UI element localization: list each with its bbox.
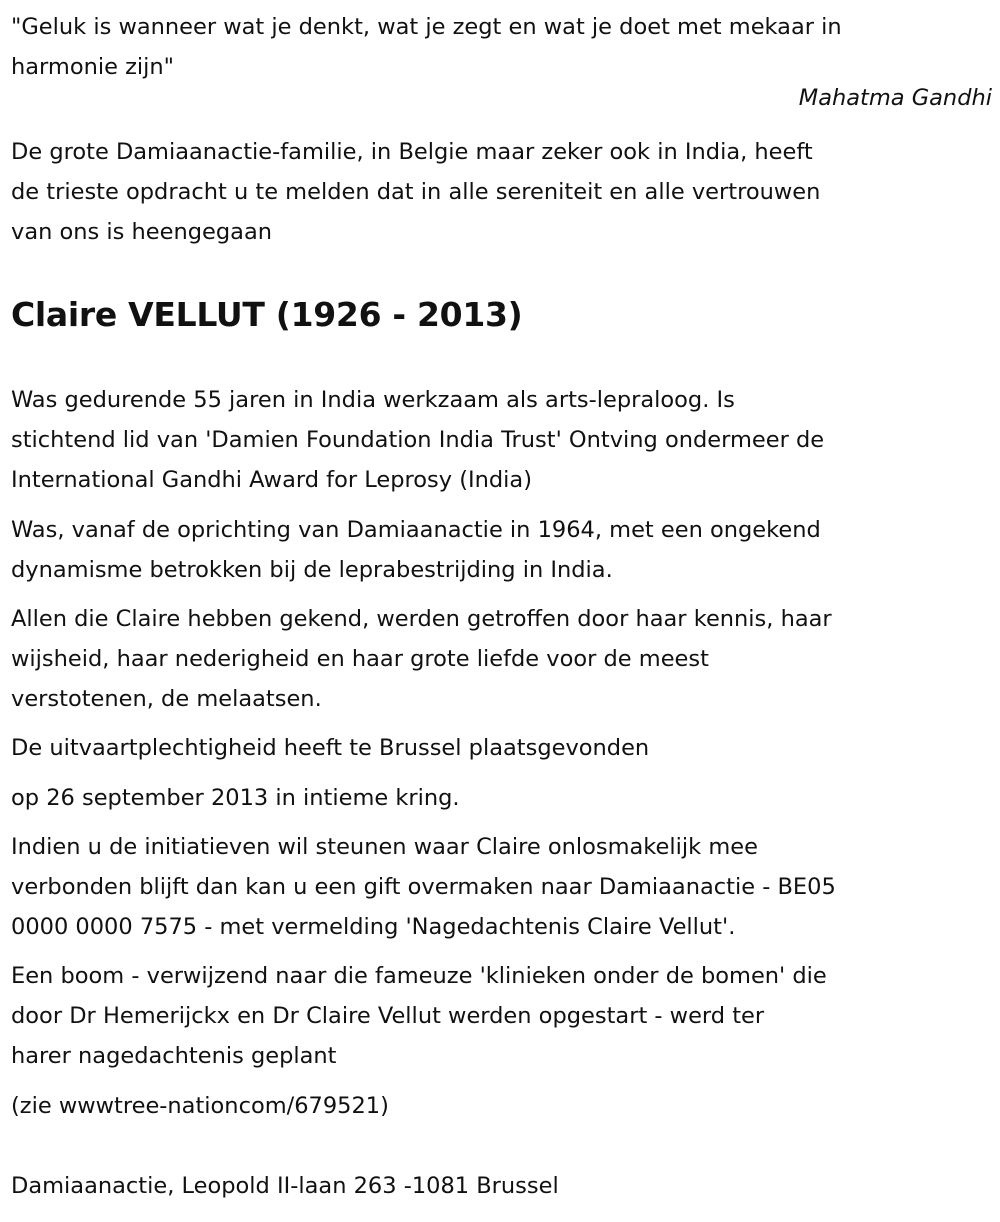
quote-author: Mahatma Gandhi	[798, 85, 992, 111]
text-line: verbonden blijft dan kan u een gift overmaken naar Damiaanactie - BE05	[11, 874, 836, 900]
text-line: Allen die Claire hebben gekend, werden getroffen door haar kennis, haar	[11, 606, 832, 632]
intro-paragraph	[11, 132, 992, 252]
gandhi-quote	[11, 7, 992, 87]
body-paragraph	[11, 599, 992, 719]
body-paragraph	[11, 778, 992, 818]
text-line: stichtend lid van 'Damien Foundation India Trust' Ontving ondermeer de	[11, 427, 825, 453]
body-paragraph	[11, 380, 992, 500]
text-line: harer nagedachtenis geplant	[11, 1043, 337, 1069]
text-line: op 26 september 2013 in intieme kring.	[11, 785, 460, 811]
page-title: Claire VELLUT (1926 - 2013)	[11, 295, 523, 334]
text-line: door Dr Hemerijckx en Dr Claire Vellut werden opgestart - werd ter	[11, 1003, 765, 1029]
body-paragraph	[11, 510, 992, 590]
body-paragraph	[11, 956, 992, 1076]
footer-address: Damiaanactie, Leopold II-laan 263 -1081 Brussel	[11, 1173, 559, 1199]
quote-line: "Geluk is wanneer wat je denkt, wat je zegt en wat je doet met mekaar in	[11, 14, 842, 40]
text-line: Indien u de initiatieven wil steunen waar Claire onlosmakelijk mee	[11, 834, 758, 860]
text-line: International Gandhi Award for Leprosy (India)	[11, 467, 532, 493]
text-line: van ons is heengegaan	[11, 219, 272, 245]
text-line: wijsheid, haar nederigheid en haar grote liefde voor de meest	[11, 646, 709, 672]
text-line: verstotenen, de melaatsen.	[11, 686, 322, 712]
text-line: 0000 0000 7575 - met vermelding 'Nagedachtenis Claire Vellut'.	[11, 914, 736, 940]
text-line: Was gedurende 55 jaren in India werkzaam als arts-lepraloog. Is	[11, 387, 735, 413]
text-line: De grote Damiaanactie-familie, in Belgie maar zeker ook in India, heeft	[11, 139, 813, 165]
quote-line: harmonie zijn"	[11, 54, 175, 80]
donation-paragraph	[11, 827, 992, 947]
tree-reference	[11, 1086, 992, 1126]
text-line: Was, vanaf de oprichting van Damiaanactie in 1964, met een ongekend	[11, 517, 821, 543]
text-line: dynamisme betrokken bij de leprabestrijding in India.	[11, 557, 613, 583]
text-line: Een boom - verwijzend naar die fameuze 'klinieken onder de bomen' die	[11, 963, 827, 989]
text-line: de trieste opdracht u te melden dat in alle sereniteit en alle vertrouwen	[11, 179, 821, 205]
text-line: (zie wwwtree-nationcom/679521)	[11, 1093, 389, 1119]
text-line: De uitvaartplechtigheid heeft te Brussel plaatsgevonden	[11, 735, 650, 761]
body-paragraph	[11, 728, 992, 768]
